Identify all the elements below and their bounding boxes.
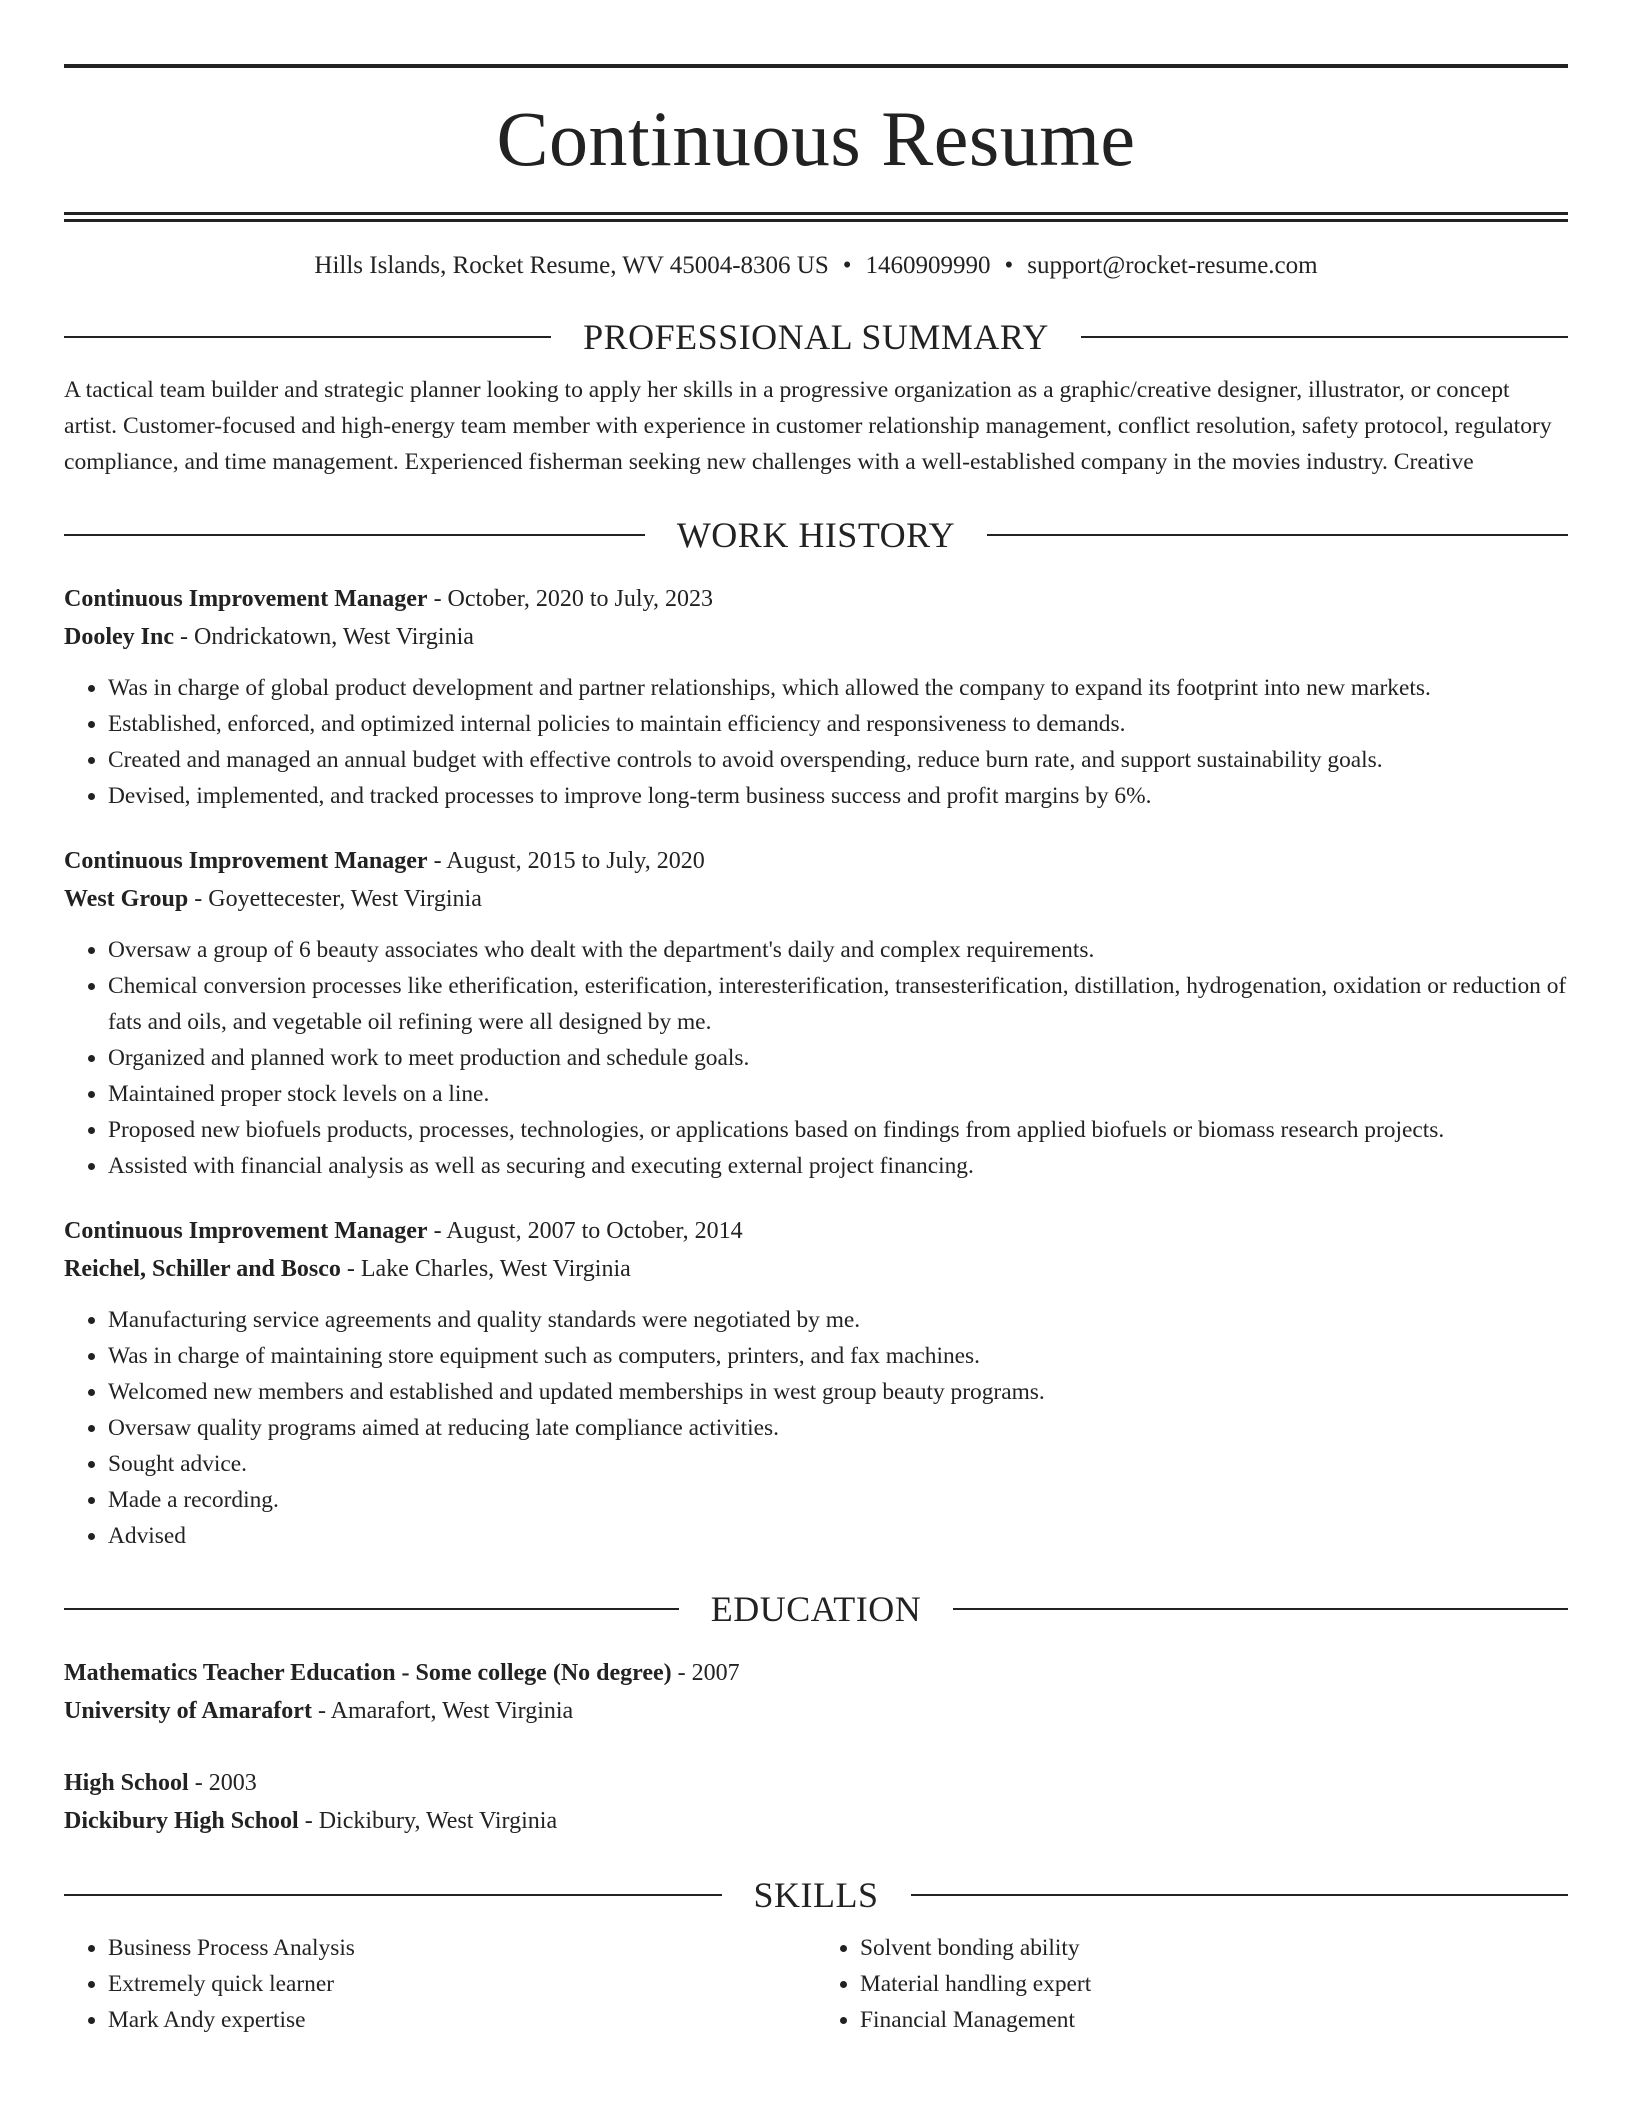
contact-phone: 1460909990 (865, 252, 991, 279)
education-degree-line (64, 1654, 1568, 1692)
skills-column-left (64, 1930, 816, 2038)
job-bullets (64, 1302, 1568, 1554)
section-heading-education (64, 1586, 1568, 1632)
section-rule-left (64, 534, 645, 536)
education-entry (64, 1654, 1568, 1730)
job-bullet: • Established, enforced, and optimized internal policies to maintain efficiency and responsiveness to demands. (108, 706, 1568, 742)
job-title: Continuous Improvement Manager (64, 586, 428, 612)
section-title: EDUCATION (710, 1589, 922, 1629)
job-bullet: • Welcomed new members and established and updated memberships in west group beauty programs. (108, 1374, 1568, 1410)
job-dates: - October, 2020 to July, 2023 (427, 586, 714, 612)
skill-item: • Solvent bonding ability (860, 1930, 1568, 1966)
section-title: PROFESSIONAL SUMMARY (583, 317, 1049, 357)
skill-item: • Material handling expert (860, 1966, 1568, 2002)
job-bullet: • Advised (108, 1518, 1568, 1554)
education-school-line (64, 1802, 1568, 1840)
header-top-rule (64, 64, 1568, 68)
education-degree: High School (64, 1770, 189, 1796)
section-rule-left (64, 1608, 679, 1610)
education-year: - 2003 (188, 1770, 257, 1796)
job-bullet: • Was in charge of maintaining store equipment such as computers, printers, and fax machines. (108, 1338, 1568, 1374)
job-title: Continuous Improvement Manager (64, 1218, 428, 1244)
contact-address: Hills Islands, Rocket Resume, WV 45004-8306 US (314, 252, 829, 279)
job-bullets (64, 932, 1568, 1184)
job-bullets (64, 670, 1568, 814)
job-bullet: • Maintained proper stock levels on a line. (108, 1076, 1568, 1112)
summary-text: A tactical team builder and strategic planner looking to apply her skills in a progressive organization as a graphic/creative designer, illustrator, or concept artist. Customer-focused and high-energy team member with experience in customer relationship management, conflict resolution, safety protocol, regulatory compliance, and time management. Experienced fisherman seeking new challenges with a well-established company in the movies industry. Creative (64, 377, 1552, 475)
job-bullet: • Was in charge of global product development and partner relationships, which allowed the company to expand its footprint into new markets. (108, 670, 1568, 706)
job-company: West Group (64, 886, 189, 912)
education-degree: Mathematics Teacher Education - Some college (No degree) (64, 1660, 672, 1686)
education-school: Dickibury High School (64, 1808, 299, 1834)
resume-name: Continuous Resume (496, 95, 1136, 182)
header-double-rule (64, 212, 1568, 222)
education-year: - 2007 (671, 1660, 740, 1686)
education-degree-line (64, 1764, 1568, 1802)
section-rule-right (953, 1608, 1568, 1610)
section-rule-right (1081, 336, 1568, 338)
contact-separator: • (842, 252, 852, 279)
education-location: - Dickibury, West Virginia (298, 1808, 558, 1834)
section-heading-summary (64, 314, 1568, 360)
job-bullet: • Oversaw a group of 6 beauty associates who dealt with the department's daily and complex requirements. (108, 932, 1568, 968)
education-entry (64, 1764, 1568, 1840)
education-school-line (64, 1692, 1568, 1730)
job-entry (64, 842, 1568, 1184)
section-title: WORK HISTORY (676, 515, 956, 555)
job-company-line (64, 618, 1568, 656)
skill-item: • Business Process Analysis (108, 1930, 816, 1966)
skills-list (64, 1930, 1568, 2038)
job-bullet: • Assisted with financial analysis as well as securing and executing external project financing. (108, 1148, 1568, 1184)
education-school: University of Amarafort (64, 1698, 312, 1724)
job-bullet: • Devised, implemented, and tracked processes to improve long-term business success and profit margins by 6%. (108, 778, 1568, 814)
job-bullet: • Manufacturing service agreements and quality standards were negotiated by me. (108, 1302, 1568, 1338)
job-title: Continuous Improvement Manager (64, 848, 428, 874)
job-title-line (64, 580, 1568, 618)
job-bullet: • Created and managed an annual budget with effective controls to avoid overspending, reduce burn rate, and support sustainability goals. (108, 742, 1568, 778)
job-entry (64, 1212, 1568, 1554)
skill-item: • Financial Management (860, 2002, 1568, 2038)
section-rule-right (911, 1894, 1569, 1896)
job-company: Reichel, Schiller and Bosco (64, 1256, 341, 1282)
job-company-line (64, 1250, 1568, 1288)
section-heading-skills (64, 1872, 1568, 1918)
job-location: - Lake Charles, West Virginia (340, 1256, 631, 1282)
job-title-line (64, 842, 1568, 880)
contact-email: support@rocket-resume.com (1027, 252, 1318, 279)
skill-item: • Extremely quick learner (108, 1966, 816, 2002)
job-dates: - August, 2007 to October, 2014 (427, 1218, 743, 1244)
job-company: Dooley Inc (64, 624, 174, 650)
section-rule-left (64, 1894, 722, 1896)
job-bullet: • Made a recording. (108, 1482, 1568, 1518)
job-bullet: • Chemical conversion processes like etherification, esterification, interesterification, transesterification, distillation, hydrogenation, oxidation or reduction of fats and oils, and vegetable oil refining were all designed by me. (108, 968, 1568, 1040)
job-entry (64, 580, 1568, 814)
job-location: - Goyettecester, West Virginia (188, 886, 482, 912)
skills-column-right (816, 1930, 1568, 2038)
contact-separator: • (1004, 252, 1014, 279)
job-bullet: • Organized and planned work to meet production and schedule goals. (108, 1040, 1568, 1076)
section-title: SKILLS (753, 1875, 879, 1915)
resume-page (64, 0, 1568, 2038)
job-location: - Ondrickatown, West Virginia (174, 624, 474, 650)
job-bullet: • Sought advice. (108, 1446, 1568, 1482)
job-bullet: • Oversaw quality programs aimed at reducing late compliance activities. (108, 1410, 1568, 1446)
skill-item: • Mark Andy expertise (108, 2002, 816, 2038)
section-heading-work-history (64, 512, 1568, 558)
job-bullet: • Proposed new biofuels products, processes, technologies, or applications based on findings from applied biofuels or biomass research projects. (108, 1112, 1568, 1148)
education-location: - Amarafort, West Virginia (311, 1698, 574, 1724)
section-rule-right (987, 534, 1568, 536)
contact-line (64, 250, 1568, 282)
job-title-line (64, 1212, 1568, 1250)
section-rule-left (64, 336, 551, 338)
job-company-line (64, 880, 1568, 918)
job-dates: - August, 2015 to July, 2020 (427, 848, 705, 874)
